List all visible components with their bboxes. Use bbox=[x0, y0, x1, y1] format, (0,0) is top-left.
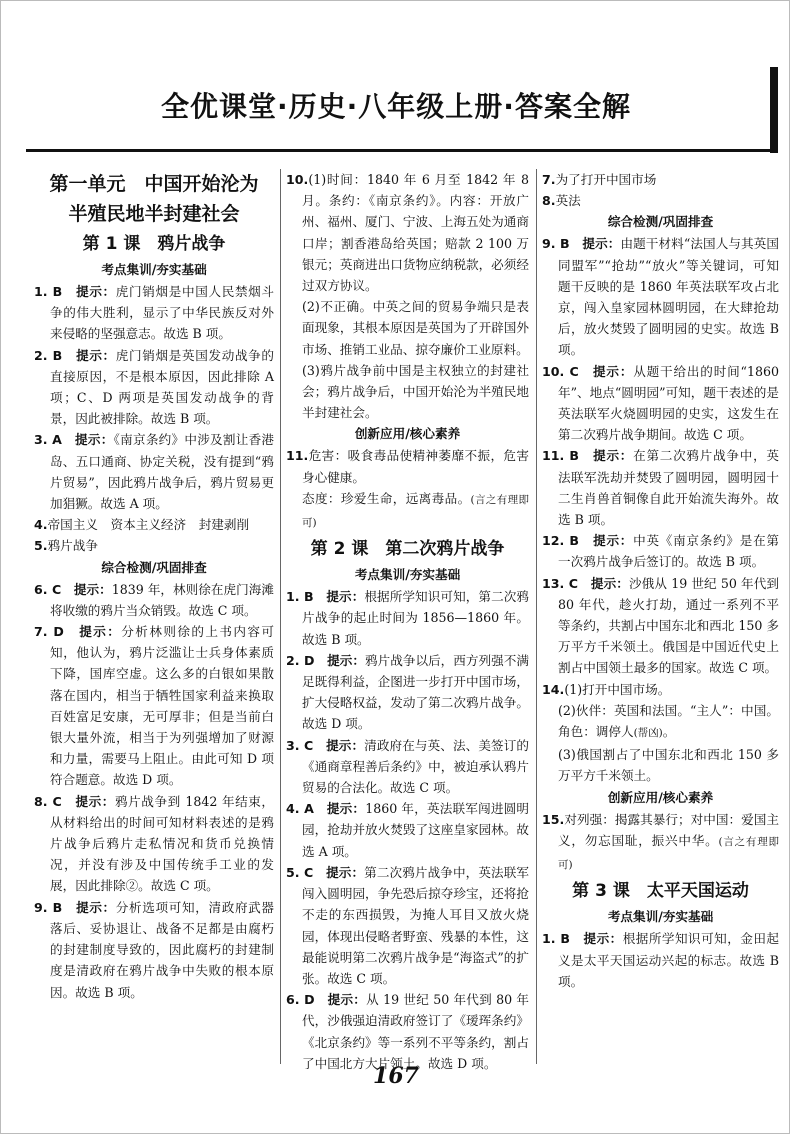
answer-item: 6. C 提示：1839 年，林则徐在虎门海滩将收缴的鸦片当众销毁。故选 C 项。 bbox=[34, 581, 274, 618]
lesson-3-title: 第 3 课 太平天国运动 bbox=[572, 881, 749, 902]
answer-item: 2. B 提示：虎门销烟是英国发动战争的直接原因，不是根本原因，因此排除 A 项；C、D 两项是英国发动战争的背景，因此被排除。故选 B 项。 bbox=[34, 347, 275, 427]
answer-part: (3)鸦片战争前中国是主权独立的封建社会；鸦片战争后，中国开始沦为半殖民地半封建社会。 bbox=[302, 362, 529, 421]
column-3 bbox=[542, 169, 779, 992]
answer-item: 1. B 提示：虎门销烟是中国人民禁烟斗争的伟大胜利，显示了中华民族反对外来侵略的坚强意志。故选 B 项。 bbox=[34, 284, 275, 342]
answer-item: 1. B 提示：根据所学知识可知，第二次鸦片战争的起止时间为 1856—1860 年。故选 B 项。 bbox=[286, 589, 530, 647]
section-heading: 综合检测/巩固排查 bbox=[101, 559, 207, 575]
answer-item: 7.为了打开中国市场 bbox=[542, 172, 657, 187]
unit-title-line2: 半殖民地半封建社会 bbox=[68, 203, 240, 225]
section-heading: 考点集训/夯实基础 bbox=[607, 909, 714, 925]
answer-item: 14.(1)打开中国市场。 bbox=[542, 681, 671, 697]
section-heading: 创新应用/核心素养 bbox=[607, 789, 714, 805]
answer-item: 11.危害：吸食毒品使精神萎靡不振，危害身心健康。 bbox=[286, 448, 529, 485]
answer-item: 3. A 提示：《南京条约》中涉及割让香港岛、五口通商、协定关税，没有提到“鸦片贸易”，因此鸦片战争后，鸦片贸易更加猖獗。故选 A 项。 bbox=[34, 432, 275, 512]
answer-item: 12. B 提示：中英《南京条约》是在第一次鸦片战争后签订的。故选 B 项。 bbox=[542, 533, 780, 570]
section-heading: 创新应用/核心素养 bbox=[354, 426, 461, 442]
answer-item: 11. B 提示：在第二次鸦片战争中，英法联军洗劫并焚毁了圆明园，圆明园十二生肖兽首铜像自此开始流失海外。故选 B 项。 bbox=[542, 448, 780, 528]
answer-item: 3. C 提示：清政府在与英、法、美签订的《通商章程善后条约》中，被迫承认鸦片贸易的合法化。故选 C 项。 bbox=[286, 737, 530, 796]
page-title: 全优课堂·历史·八年级上册·答案全解 bbox=[161, 90, 631, 123]
lesson-2-title: 第 2 课 第二次鸦片战争 bbox=[310, 539, 505, 560]
answer-item: 4.帝国主义 资本主义经济 封建剥削 bbox=[34, 517, 250, 533]
answer-item: 4. A 提示：1860 年，英法联军闯进圆明园，抢劫并放火焚毁了这座皇家园林。故选 A 项。 bbox=[286, 801, 530, 859]
section-heading: 考点集训/夯实基础 bbox=[354, 567, 461, 583]
answer-item: 8. C 提示：鸦片战争到 1842 年结束，从材料给出的时间可知材料表述的是鸦片战争后鸦片走私情况和货币兑换情况，并没有涉及中国传统手工业的发展，因此排除②。故选 C 项。 bbox=[34, 793, 275, 894]
column-divider bbox=[536, 169, 537, 1064]
page-number: 167 bbox=[373, 1063, 419, 1089]
answer-item: 7. D 提示：分析林则徐的上书内容可知，他认为，鸦片泛滥让士兵身体素质下降，国库空虚。这么多的白银如果散落在国内，相当于牺牲国家利益来换取百姓富足安康，无可厚非；但是当前白银大量外流，相当于为列强增加了财源和力量，需要马上阻止。由此可知 D 项符合题意。故选 D 项。 bbox=[34, 624, 275, 788]
unit-title-line1: 第一单元 中国开始沦为 bbox=[49, 173, 259, 195]
header-bar bbox=[26, 71, 778, 152]
answer-item: 6. D 提示：从 19 世纪 50 年代到 80 年代，沙俄强迫清政府签订了《瑷珲条约》《北京条约》等一系列不平等条约，割占了中国北方大片领土。故选 D 项。 bbox=[286, 992, 530, 1071]
answer-item: 8.英法 bbox=[542, 193, 581, 209]
column-1 bbox=[34, 169, 274, 1003]
answer-item: 10.(1)时间：1840 年 6 月至 1842 年 8 月。条约：《南京条约》。内容：开放广州、福州、厦门、宁波、上海五处为通商口岸；割香港岛给英国；赔款 2 100 万银元；英商进出口货物应纳税款，必须经过双方协议。 bbox=[286, 172, 529, 294]
answer-part: (2)伙伴：英国和法国。“主人”：中国。角色：调停人(帮凶)。 bbox=[558, 702, 779, 740]
answer-part: (2)不正确。中英之间的贸易争端只是表面现象，其根本原因是英国为了开辟国外市场、推销工业品、掠夺廉价工业原料。 bbox=[302, 299, 529, 357]
answer-item: 5.鸦片战争 bbox=[34, 538, 98, 554]
answer-item: 9. B 提示：分析选项可知，清政府武器落后、妥协退让、战备不足都是由腐朽的封建制度导致的，因此腐朽的封建制度是清政府在鸦片战争中失败的根本原因。故选 B 项。 bbox=[34, 899, 275, 1000]
answer-item: 5. C 提示：第二次鸦片战争中，英法联军闯入圆明园，争先恐后掠夺珍宝，还将抢不走的东西损毁，为掩人耳目又放火烧园，体现出侵略者野蛮、残暴的本性，这最能说明第二次鸦片战争是“海盗式”的扩张。故选 C 项。 bbox=[286, 864, 530, 986]
answer-item: 9. B 提示：由题干材料“法国人与其英国同盟军”“抢劫”“放火”等关键词，可知题干反映的是 1860 年英法联军攻占北京，闯入皇家园林圆明园，在大肆抢劫后，放火焚毁了圆明园的史实。故选 B 项。 bbox=[542, 236, 780, 358]
answer-part: (3)俄国割占了中国东北和西北 150 多万平方千米领土。 bbox=[558, 747, 779, 784]
answer-item: 15.对列强：揭露其暴行；对中国：爱国主义，勿忘国耻，振兴中华。(言之有理即可) bbox=[542, 811, 779, 872]
answer-item: 1. B 提示：根据所学知识可知，金田起义是太平天国运动兴起的标志。故选 B 项。 bbox=[542, 931, 779, 989]
answer-part: 态度：珍爱生命，远离毒品。(言之有理即可) bbox=[302, 490, 529, 530]
section-heading: 综合检测/巩固排查 bbox=[607, 214, 714, 230]
lesson-1-title: 第 1 课 鸦片战争 bbox=[82, 234, 226, 254]
section-heading: 考点集训/夯实基础 bbox=[101, 262, 207, 277]
answer-item: 10. C 提示：从题干给出的时间“1860 年”、地点“圆明园”可知，题干表述的是英法联军火烧圆明园的史实，这发生在第二次鸦片战争期间。故选 C 项。 bbox=[542, 363, 780, 443]
column-divider bbox=[280, 169, 281, 1064]
column-2 bbox=[286, 169, 529, 1074]
answer-item: 13. C 提示：沙俄从 19 世纪 50 年代到 80 年代，趁火打劫，通过一系列不平等条约，共割占中国东北和西北 150 多万平方千米领土。俄国是中国近代史上割占中国领土最多的国家。故选 C 项。 bbox=[542, 575, 779, 676]
answer-item: 2. D 提示：鸦片战争以后，西方列强不满足既得利益，企图进一步打开中国市场，扩大侵略权益，发动了第二次鸦片战争。故选 D 项。 bbox=[286, 652, 530, 732]
